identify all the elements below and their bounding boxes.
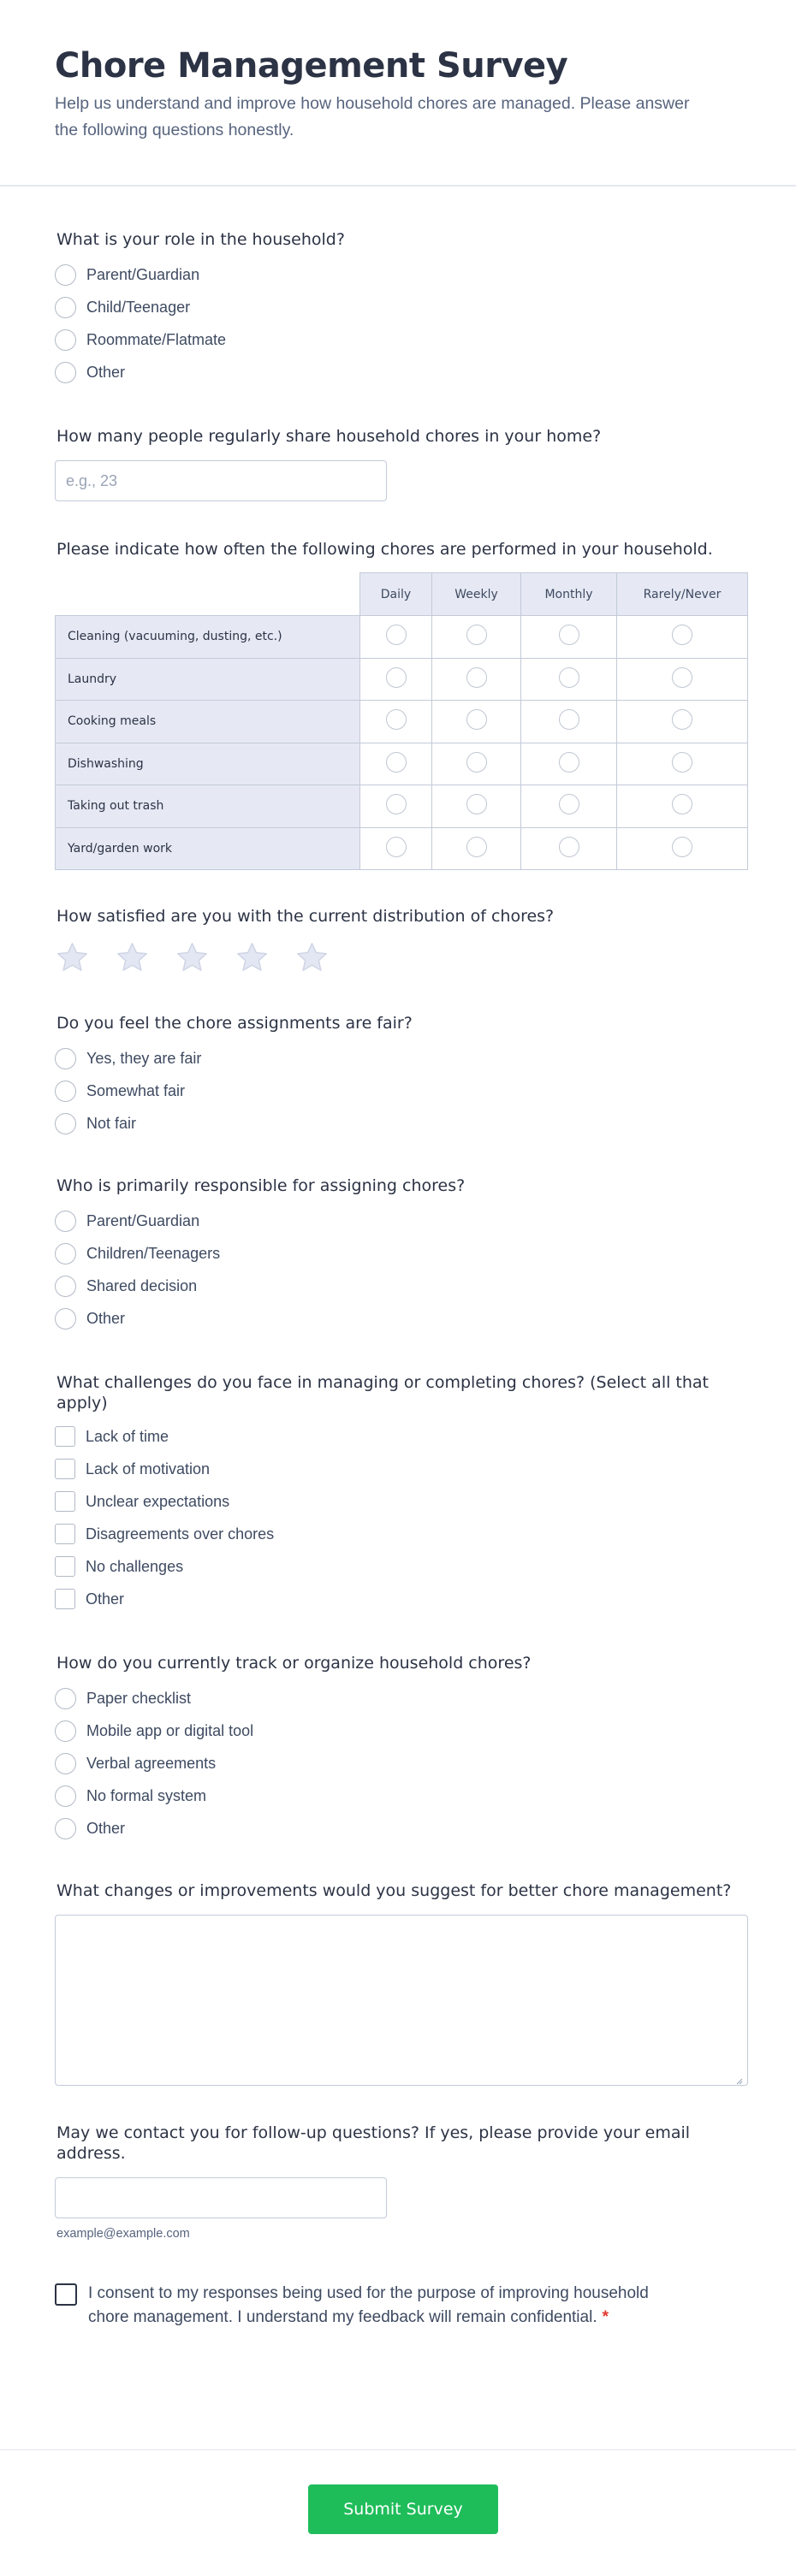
consent-text: I consent to my responses being used for the purpose of improving household chore management. I understand my feedback will remain confidential. xyxy=(88,2284,649,2326)
radio-button[interactable] xyxy=(55,1753,76,1774)
question-title: May we contact you for follow-up questions? If yes, please provide your email address. xyxy=(56,2123,691,2163)
people-count-input[interactable] xyxy=(55,460,387,501)
matrix-radio-daily[interactable] xyxy=(386,752,407,773)
checkbox[interactable] xyxy=(55,1426,75,1447)
radio-button[interactable] xyxy=(55,1818,76,1839)
resize-grip-icon[interactable] xyxy=(734,2076,743,2085)
question-suggestions xyxy=(55,1880,748,2090)
suggestions-textarea[interactable] xyxy=(55,1915,748,2086)
page-title: Chore Management Survey xyxy=(55,46,568,86)
matrix-row xyxy=(56,701,748,743)
matrix-radio-daily[interactable] xyxy=(386,625,407,645)
star-icon[interactable] xyxy=(235,940,270,975)
radio-button[interactable] xyxy=(55,1243,76,1264)
question-title: How satisfied are you with the current distribution of chores? xyxy=(56,907,555,926)
matrix-radio-rarely[interactable] xyxy=(672,752,692,773)
fair-option-yes[interactable]: Yes, they are fair xyxy=(55,1042,748,1075)
matrix-row-label: Cleaning (vacuuming, dusting, etc.) xyxy=(56,616,360,659)
question-title: How do you currently track or organize household chores? xyxy=(56,1654,532,1673)
radio-button[interactable] xyxy=(55,1308,76,1329)
matrix-radio-weekly[interactable] xyxy=(466,752,487,773)
matrix-radio-rarely[interactable] xyxy=(672,794,692,814)
question-role xyxy=(55,229,748,388)
matrix-radio-monthly[interactable] xyxy=(559,625,579,645)
matrix-row-label: Yard/garden work xyxy=(56,827,360,870)
star-icon[interactable] xyxy=(175,940,210,975)
fair-option-somewhat[interactable]: Somewhat fair xyxy=(55,1075,748,1107)
checkbox[interactable] xyxy=(55,1556,75,1577)
question-people-count xyxy=(55,426,748,501)
radio-button[interactable] xyxy=(55,1276,76,1297)
radio-button[interactable] xyxy=(55,1720,76,1742)
radio-button[interactable] xyxy=(55,264,76,286)
question-title: How many people regularly share household chores in your home? xyxy=(56,427,602,446)
tracking-option-verbal[interactable]: Verbal agreements xyxy=(55,1747,748,1780)
matrix-radio-monthly[interactable] xyxy=(559,752,579,773)
star-icon[interactable] xyxy=(55,940,90,975)
checkbox[interactable] xyxy=(55,1459,75,1479)
question-fairness xyxy=(55,1013,748,1140)
assigner-option-other[interactable]: Other xyxy=(55,1302,748,1335)
radio-button[interactable] xyxy=(55,1081,76,1102)
tracking-option-app[interactable]: Mobile app or digital tool xyxy=(55,1714,748,1747)
matrix-column-header: Monthly xyxy=(521,573,617,616)
survey-form xyxy=(0,229,796,2330)
tracking-option-none[interactable]: No formal system xyxy=(55,1780,748,1812)
matrix-row-label: Cooking meals xyxy=(56,701,360,743)
radio-button[interactable] xyxy=(55,1211,76,1232)
matrix-row-label: Laundry xyxy=(56,658,360,701)
matrix-row-label: Dishwashing xyxy=(56,743,360,785)
matrix-radio-weekly[interactable] xyxy=(466,794,487,814)
radio-button[interactable] xyxy=(55,297,76,318)
matrix-column-header: Rarely/Never xyxy=(617,573,748,616)
matrix-radio-monthly[interactable] xyxy=(559,667,579,688)
matrix-column-header: Daily xyxy=(360,573,432,616)
matrix-radio-weekly[interactable] xyxy=(466,625,487,645)
tracking-option-other[interactable]: Other xyxy=(55,1812,748,1845)
question-assigner xyxy=(55,1175,748,1335)
submit-button[interactable]: Submit Survey xyxy=(308,2484,498,2534)
matrix-radio-weekly[interactable] xyxy=(466,837,487,857)
form-header xyxy=(0,0,796,187)
matrix-row xyxy=(56,827,748,870)
matrix-radio-daily[interactable] xyxy=(386,667,407,688)
required-mark: * xyxy=(602,2308,609,2326)
matrix-radio-daily[interactable] xyxy=(386,794,407,814)
matrix-radio-daily[interactable] xyxy=(386,709,407,730)
matrix-radio-monthly[interactable] xyxy=(559,709,579,730)
tracking-option-paper[interactable]: Paper checklist xyxy=(55,1682,748,1714)
role-option-other[interactable]: Other xyxy=(55,356,748,388)
consent-checkbox[interactable] xyxy=(55,2283,77,2306)
email-sublabel: example@example.com xyxy=(56,2227,190,2241)
question-contact xyxy=(55,2123,748,2241)
fair-option-not[interactable]: Not fair xyxy=(55,1107,748,1140)
star-rating xyxy=(55,940,748,975)
radio-button[interactable] xyxy=(55,362,76,383)
matrix-radio-monthly[interactable] xyxy=(559,794,579,814)
challenge-option-expectations[interactable]: Unclear expectations xyxy=(55,1485,748,1518)
assigner-option-parent[interactable]: Parent/Guardian xyxy=(55,1205,748,1237)
matrix-row-label: Taking out trash xyxy=(56,785,360,828)
star-icon[interactable] xyxy=(115,940,150,975)
consent-field xyxy=(55,2282,748,2330)
matrix-radio-weekly[interactable] xyxy=(466,709,487,730)
radio-button[interactable] xyxy=(55,1688,76,1709)
matrix-column-header: Weekly xyxy=(432,573,521,616)
radio-button[interactable] xyxy=(55,1785,76,1807)
question-title: Please indicate how often the following chores are performed in your household. xyxy=(56,540,713,559)
question-challenges xyxy=(55,1372,748,1615)
matrix-radio-monthly[interactable] xyxy=(559,837,579,857)
checkbox[interactable] xyxy=(55,1524,75,1544)
frequency-matrix xyxy=(55,572,748,870)
challenge-option-disagreements[interactable]: Disagreements over chores xyxy=(55,1518,748,1550)
matrix-radio-weekly[interactable] xyxy=(466,667,487,688)
matrix-radio-rarely[interactable] xyxy=(672,709,692,730)
page-subtitle: Help us understand and improve how household chores are managed. Please answer the following questions honestly. xyxy=(55,94,690,139)
form-footer xyxy=(0,2449,796,2576)
question-title: Do you feel the chore assignments are fair? xyxy=(56,1014,413,1033)
checkbox[interactable] xyxy=(55,1589,75,1609)
challenge-option-time[interactable]: Lack of time xyxy=(55,1420,748,1453)
matrix-radio-rarely[interactable] xyxy=(672,837,692,857)
radio-button[interactable] xyxy=(55,1048,76,1069)
consent-checkbox-label[interactable] xyxy=(55,2282,671,2330)
matrix-radio-daily[interactable] xyxy=(386,837,407,857)
role-option-child[interactable]: Child/Teenager xyxy=(55,291,748,323)
challenge-option-motivation[interactable]: Lack of motivation xyxy=(55,1453,748,1485)
matrix-row xyxy=(56,743,748,785)
question-title: What changes or improvements would you suggest for better chore management? xyxy=(56,1881,732,1900)
matrix-radio-rarely[interactable] xyxy=(672,667,692,688)
checkbox[interactable] xyxy=(55,1491,75,1512)
assigner-option-shared[interactable]: Shared decision xyxy=(55,1270,748,1302)
matrix-row xyxy=(56,785,748,828)
radio-button[interactable] xyxy=(55,329,76,351)
star-icon[interactable] xyxy=(294,940,330,975)
radio-button[interactable] xyxy=(55,1113,76,1134)
challenge-option-none[interactable]: No challenges xyxy=(55,1550,748,1583)
question-chore-frequency xyxy=(55,539,748,870)
question-satisfaction xyxy=(55,906,748,975)
role-option-parent[interactable]: Parent/Guardian xyxy=(55,258,748,291)
challenge-option-other[interactable]: Other xyxy=(55,1583,748,1615)
matrix-row xyxy=(56,658,748,701)
question-tracking xyxy=(55,1653,748,1845)
question-title: What challenges do you face in managing or completing chores? (Select all that apply) xyxy=(56,1373,709,1412)
matrix-corner xyxy=(56,573,360,616)
email-input[interactable] xyxy=(55,2177,387,2218)
question-title: What is your role in the household? xyxy=(56,230,345,249)
matrix-row xyxy=(56,616,748,659)
question-title: Who is primarily responsible for assigning chores? xyxy=(56,1176,466,1195)
assigner-option-children[interactable]: Children/Teenagers xyxy=(55,1237,748,1270)
matrix-radio-rarely[interactable] xyxy=(672,625,692,645)
role-option-roommate[interactable]: Roommate/Flatmate xyxy=(55,323,748,356)
